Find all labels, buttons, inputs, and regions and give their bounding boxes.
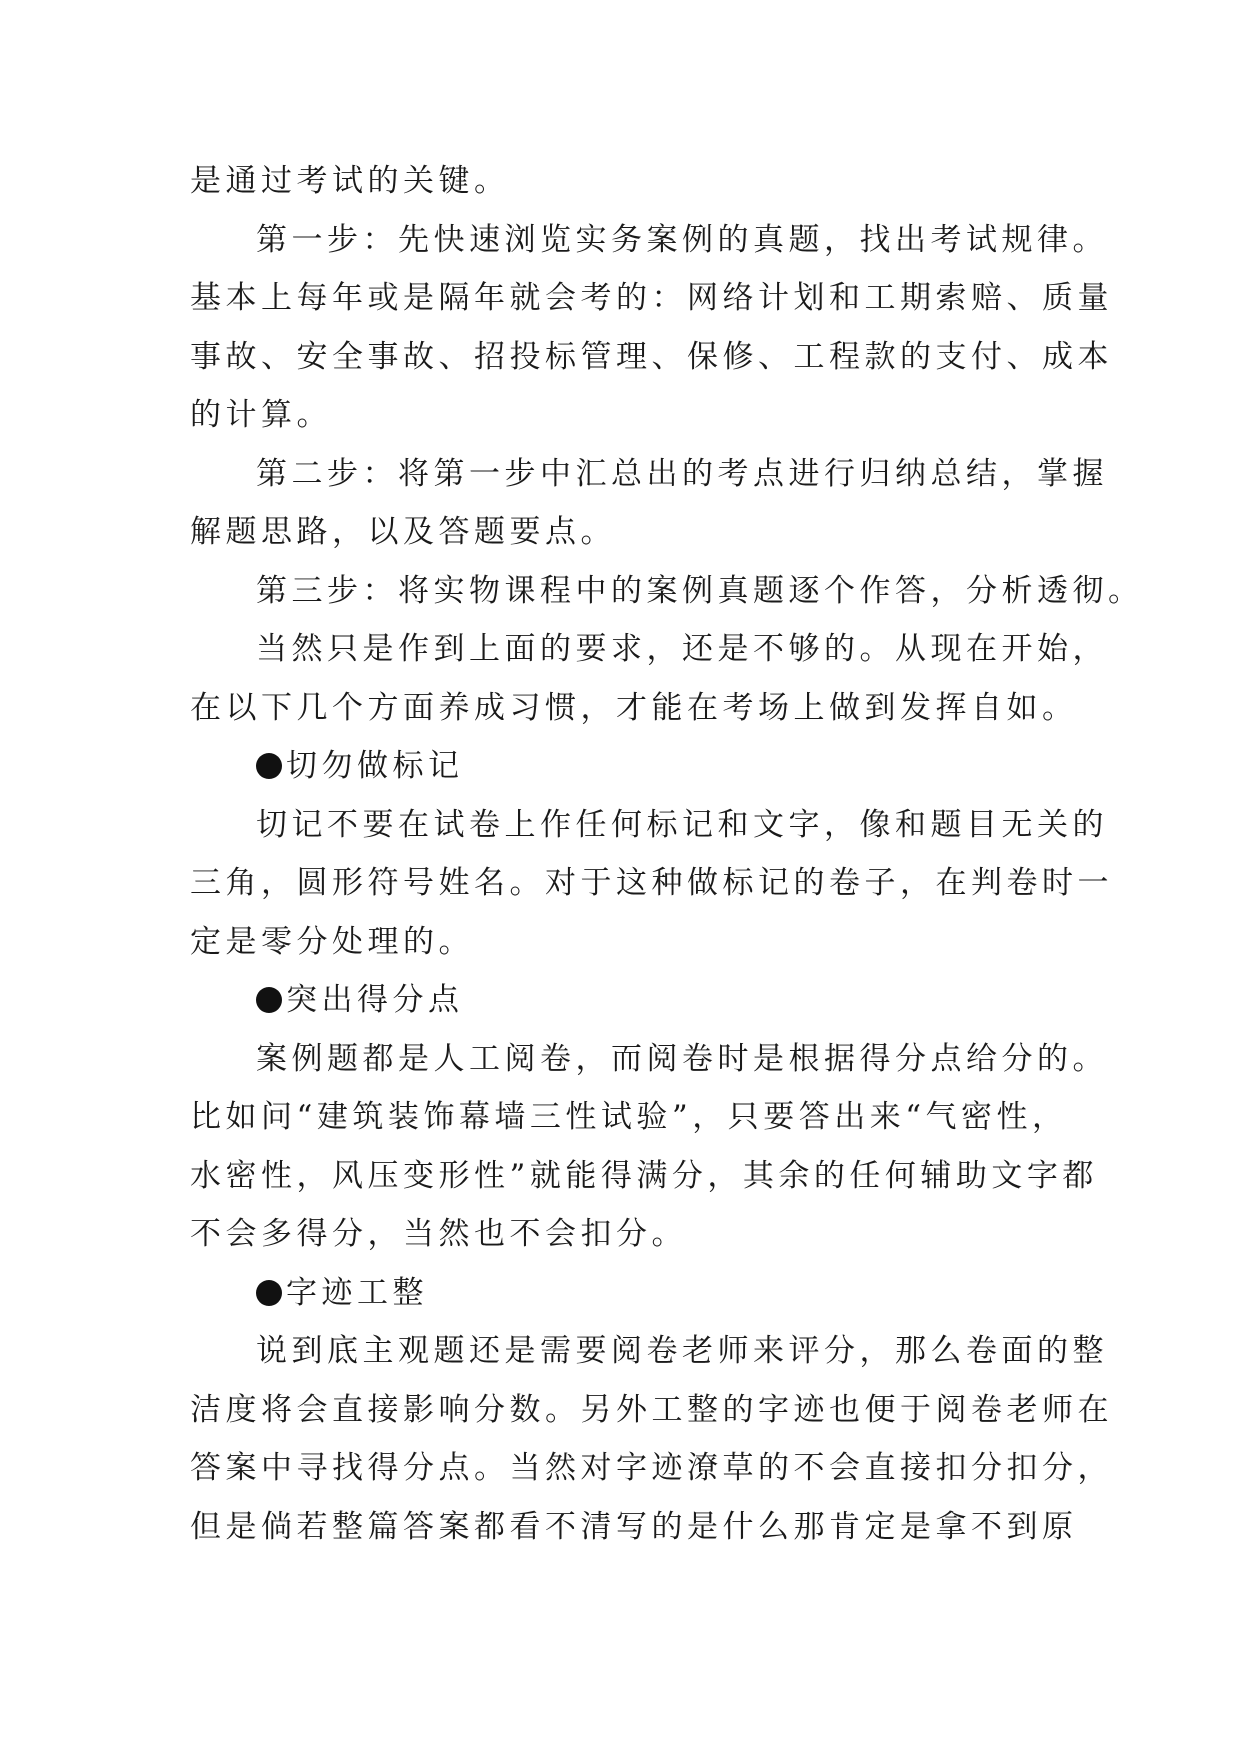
paragraph-line: 第一步：先快速浏览实务案例的真题，找出考试规律。 [256,221,1108,258]
paragraph-line: 解题思路，以及答题要点。 [190,514,616,550]
paragraph-line: 基本上每年或是隔年就会考的：网络计划和工期索赔、质量 [190,280,1113,316]
section-heading [190,971,1070,1030]
paragraph-line: 水密性，风压变形性”就能得满分，其余的任何辅助文字都 [190,1157,1098,1194]
paragraph-line: 定是零分处理的。 [190,923,474,960]
section-heading-text: 字迹工整 [286,1274,428,1311]
paragraph-line: 不会多得分，当然也不会扣分。 [190,1216,687,1252]
paragraph-line: 但是倘若整篇答案都看不清写的是什么那肯定是拿不到原 [190,1508,1078,1545]
paragraph-line: 第三步：将实物课程中的案例真题逐个作答，分析透彻。 [256,572,1144,609]
paragraph-line: 在以下几个方面养成习惯，才能在考场上做到发挥自如。 [190,689,1078,726]
paragraph-line: 第二步：将第一步中汇总出的考点进行归纳总结，掌握 [256,455,1108,492]
section-heading-text: 切勿做标记 [286,748,464,784]
bullet-dot-icon [256,987,282,1013]
paragraph-line: 是通过考试的关键。 [190,163,510,199]
paragraph-line: 案例题都是人工阅卷，而阅卷时是根据得分点给分的。 [256,1040,1108,1077]
paragraph-line: 当然只是作到上面的要求，还是不够的。从现在开始， [256,631,1108,667]
paragraph-line: 三角，圆形符号姓名。对于这种做标记的卷子，在判卷时一 [190,865,1113,901]
paragraph-line: 答案中寻找得分点。当然对字迹潦草的不会直接扣分扣分， [190,1450,1113,1486]
section-heading [190,1264,1070,1323]
section-heading [190,737,1070,796]
paragraph-line: 比如问“建筑装饰幕墙三性试验”，只要答出来“气密性， [190,1099,1068,1135]
document-body [190,152,1144,1556]
paragraph-line: 洁度将会直接影响分数。另外工整的字迹也便于阅卷老师在 [190,1391,1113,1428]
paragraph-line: 切记不要在试卷上作任何标记和文字，像和题目无关的 [256,806,1108,843]
paragraph-line: 说到底主观题还是需要阅卷老师来评分，那么卷面的整 [256,1333,1108,1369]
bullet-dot-icon [256,753,282,779]
paragraph-line: 的计算。 [190,397,332,433]
paragraph-line: 事故、安全事故、招投标管理、保修、工程款的支付、成本 [190,338,1113,375]
section-heading-text: 突出得分点 [286,982,464,1018]
bullet-dot-icon [256,1280,282,1306]
